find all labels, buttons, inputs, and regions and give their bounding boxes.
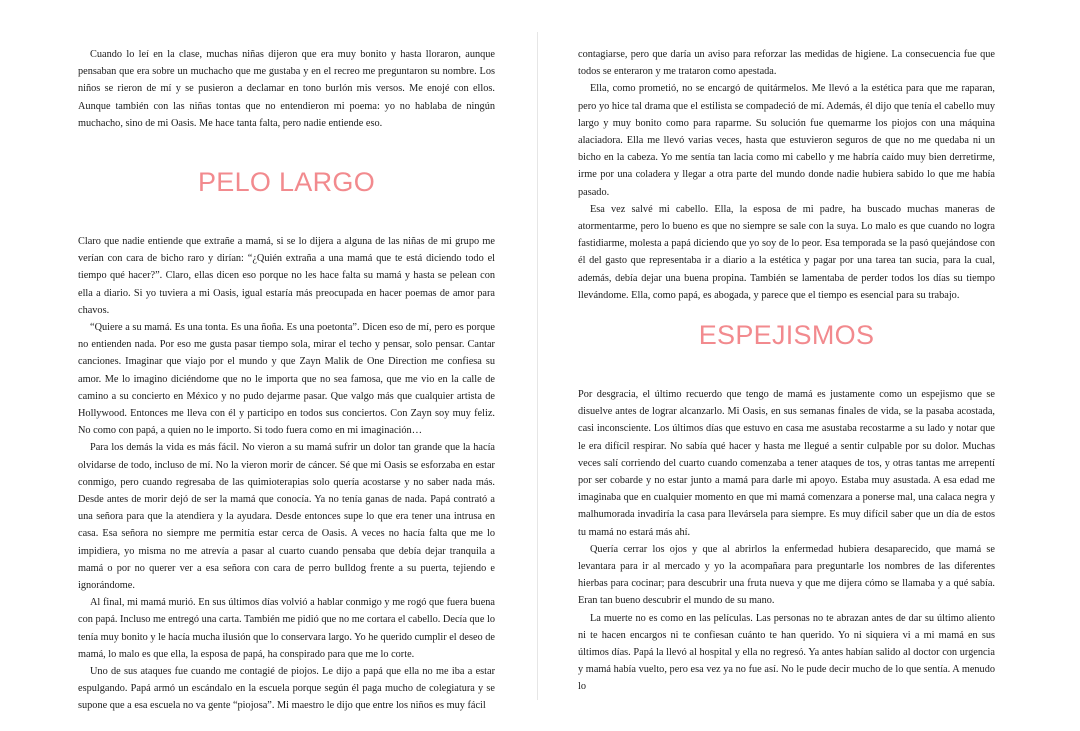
left-body-text [78,233,495,715]
paragraph: Uno de sus ataques fue cuando me contagié de piojos. Le dijo a papá que ella no me iba a estar espulgando. Papá armó un escándalo en la escuela porque según él paga mucho de colegiatura y se supone que a esa escuela no va gente “piojosa”. Mi maestro le dijo que entre los niños es muy fácil [78,666,495,712]
paragraph: La muerte no es como en las películas. Las personas no te abrazan antes de dar su último aliento ni te hacen encargos ni te confiesan cuánto te han querido. Yo ni siquiera vi a mi mamá en sus últimos días. Papá la llevó al hospital y ella no regresó. Ya antes habían salido al doctor con urgencia y mamá había vuelto, pero esa vez ya no fue así. No le pude decir mucho de lo que sentía. A menudo lo [578,612,995,693]
paragraph: contagiarse, pero que daría un aviso para reforzar las medidas de higiene. La consecuencia fue que todos se enteraron y me trataron como apestada. [578,49,995,78]
paragraph: Al final, mi mamá murió. En sus últimos días volvió a hablar conmigo y me rogó que fuera buena con papá. Incluso me entregó una carta. También me pidió que no me cortara el cabello. Decía que lo tenía muy bonito y le hacía mucha ilusión que lo conservara largo. Yo he querido cumplir el deseo de mamá, lo malo es que ella, la esposa de papá, ha conspirado para que me lo corte. [78,597,495,660]
paragraph: Esa vez salvé mi cabello. Ella, la esposa de mi padre, ha buscado muchas maneras de atormentarme, pero lo bueno es que no siempre se sale con la suya. Lo malo es que cuando no logra fastidiarme, molesta a papá diciendo que yo soy de lo peor. Esa temporada se la pasó quejándose con él del gasto que representaba ir a diario a la estética y pagar por una tarea tan sucia, para la cual, además, debía dejar una buena propina. También se lamentaba de perder todos los días su tiempo llevándome. Ella, como papá, es abogada, y parece que el tiempo es esencial para su trabajo. [578,203,995,301]
paragraph: Claro que nadie entiende que extrañe a mamá, si se lo dijera a alguna de las niñas de mi grupo me verían con cara de bicho raro y dirían: “¿Quién extraña a una mamá que te está diciendo todo el tiempo qué hacer?”. Claro, ellas dicen eso porque no les hace falta su mamá y hasta se pelean con ella a diario. Si yo tuviera a mi Oasis, igual estaría más preocupada en hacer poemas de amor para chavos. [78,236,495,316]
section-heading-espejismos: ESPEJISMOS [698,320,875,350]
right-top-text [578,46,995,304]
left-intro-text [78,46,495,132]
paragraph: Para los demás la vida es más fácil. No vieron a su mamá sufrir un dolor tan grande que la hacía olvidarse de todo, incluso de mí. No la vieron morir de cáncer. Sé que mi Oasis se esforzaba en estar conmigo, pero cuando regresaba de las quimioterapias solo quería acostarse y no saber nada más. Desde antes de morir dejó de ser la mamá que conocía. Ya no tenía ganas de nada. Papá contrató a una señora para que la atendiera y la ayudara. Desde entonces supe lo que era tener una intrusa en casa. Esa señora no siempre me permitía estar cerca de Oasis. A veces no hacía falta que me lo impidiera, yo misma no me atrevía a pasar al cuarto cuando pensaba que debía dejar tranquila a mamá o por no querer ver a esa señora con cara de perro bulldog frente a su puerta, tejiendo e ignorándome. [78,442,495,592]
paragraph: Cuando lo leí en la clase, muchas niñas dijeron que era muy bonito y hasta lloraron, aunque pensaban que era sobre un muchacho que me gustaba y en el recreo me preguntaron su nombre. Los niños se rieron de mí y se pusieron a declamar en tono burlón mis versos. Me enojé con ellos. Aunque también con las niñas tontas que no entendieron mi poema: yo no hablaba de ningún muchacho, sino de mi Oasis. Me hace tanta falta, pero nadie entiende eso. [78,49,495,129]
paragraph: “Quiere a su mamá. Es una tonta. Es una ñoña. Es una poetonta”. Dicen eso de mí, pero es porque no entienden nada. Por eso me gusta pasar tiempo sola, mirar el techo y pensar, solo pensar. Cantar canciones. Imaginar que viajo por el mundo y que Zayn Malik de One Direction me confiesa su amor. Me lo imagino diciéndome que no le importa que no sea famosa, que me vio en la calle de camino a su concierto en México y no pudo dejarme pasar. Que valgo más que cualquier artista de Hollywood. Entonces me lleva con él y participo en todos sus conciertos. Con Zayn soy muy feliz. No como con papá, a quien no le importo. Si todo fuera como en mi imaginación… [78,322,495,437]
paragraph: Quería cerrar los ojos y que al abrirlos la enfermedad hubiera desaparecido, que mamá se levantara para ir al mercado y yo la acompañara para preguntarle los nombres de las diferentes hierbas para cocinar; para descubrir una fruta nueva y que me dijera cómo se llamaba y a qué sabía. Eran tan bueno descubrir el mundo de su mano. [578,543,995,607]
right-body-text [578,386,995,696]
section-heading-pelo-largo: PELO LARGO [197,167,376,197]
paragraph: Por desgracia, el último recuerdo que tengo de mamá es justamente como un espejismo que se disuelve antes de lograr alcanzarlo. Mi Oasis, en sus semanas finales de vida, se la pasaba acostada, casi inconsciente. Los últimos días que estuvo en casa me asustaba recostarme a su lado y notar que le era difícil respirar. No sabía qué hacer y hasta me llegué a sentir culpable por su dolor. Muchas veces salí corriendo del cuarto cuando comenzaba a tener ataques de tos, y otras tantas me arrepentí por ser cobarde y no estar junto a mamá para darle mi apoyo. Estaba muy asustada. A esa edad me imaginaba que en cualquier momento en que mi mamá comenzara a ponerse mal, una calaca negra y malhumorada invadiría la casa para llevársela para siempre. Es muy difícil saber que un día de estos tu mamá no estará más ahí. [578,389,995,538]
paragraph: Ella, como prometió, no se encargó de quitármelos. Me llevó a la estética para que me raparan, pero yo hice tal drama que el estilista se compadeció de mí. Además, él dijo que tenía el cabello muy largo y muy bonito como para raparme. Su solución fue quemarme los piojos con una máquina alaciadora. Ella me llevó varias veces, hasta que estuvieron seguros de que no me quedaba ni un bicho en la cabeza. Yo me sentía tan lacia como mi cabello y me habría caído muy bien derretirme, irme por una coladera y llegar a otra parte del mundo donde nadie hubiera sabido lo que me había pasado. [578,83,995,198]
